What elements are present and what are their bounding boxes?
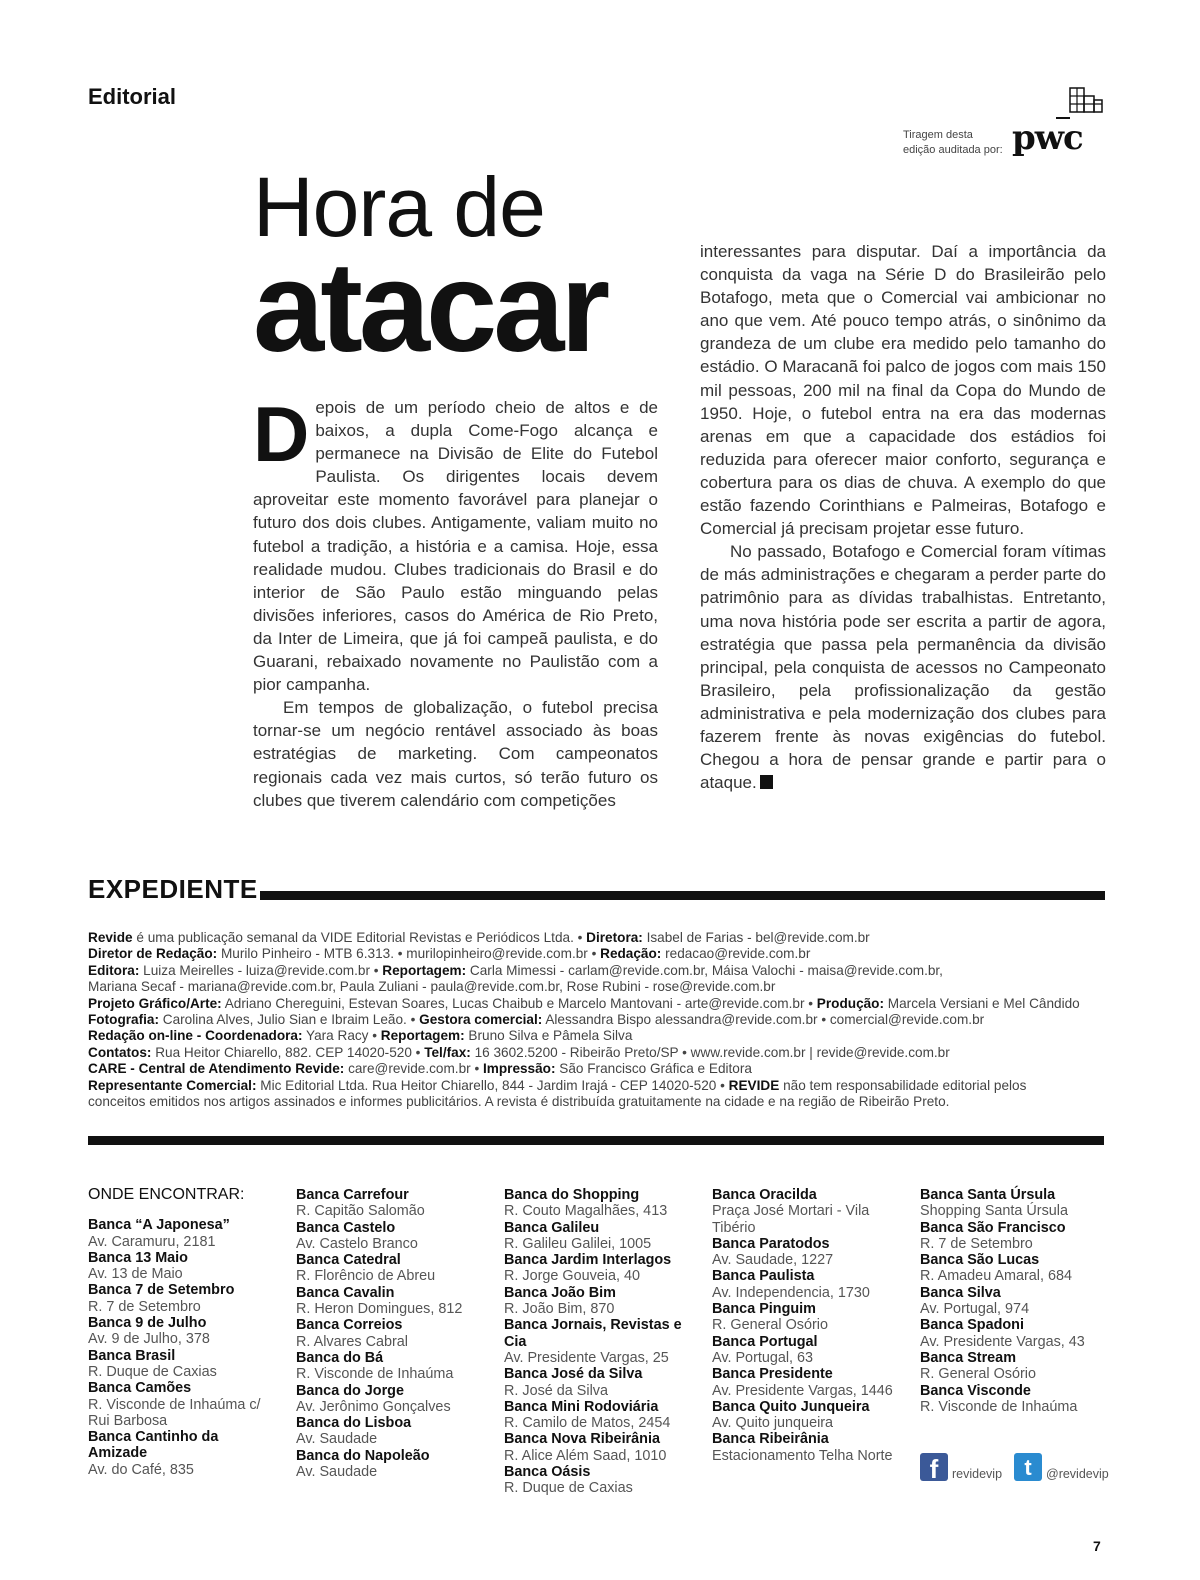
vendor-address: R. Galileu Galilei, 1005 — [504, 1235, 652, 1252]
vendor-item — [712, 1431, 912, 1464]
vendor-item — [920, 1187, 1120, 1220]
vendor-item — [504, 1317, 704, 1366]
vendor-address: Av. Jerônimo Gonçalves — [296, 1398, 451, 1415]
vendor-name: Banca do Lisboa — [296, 1415, 412, 1432]
social-links — [920, 1453, 1110, 1483]
article-column-left — [253, 390, 658, 812]
vendor-item — [88, 1348, 278, 1381]
expediente-line — [88, 930, 1108, 946]
page-number: 7 — [1093, 1538, 1101, 1554]
article-paragraph-2: Em tempos de globalização, o futebol precisa tornar-se um negócio rentável associado às boas estratégias de marketing. Com campeonatos regionais cada vez mais curtos, só terão futuro os clubes que tiverem calendário com competições — [253, 698, 658, 810]
vendor-name: Banca José da Silva — [504, 1366, 643, 1383]
vendor-item — [712, 1334, 912, 1367]
vendor-name: Banca Jardim Interlagos — [504, 1252, 672, 1269]
expediente-text: Alessandra Bispo alessandra@revide.com.br • comercial@revide.com.br — [542, 1012, 985, 1028]
expediente-label: Tel/fax: — [424, 1044, 471, 1060]
vendor-address: R. Couto Magalhães, 413 — [504, 1203, 668, 1220]
vendor-address: Av. Portugal, 974 — [920, 1301, 1030, 1318]
expediente-text: Yara Racy • — [302, 1028, 381, 1044]
vendor-name: Banca 9 de Julho — [88, 1315, 207, 1332]
vendor-address: R. Jorge Gouveia, 40 — [504, 1268, 640, 1285]
article-column-right — [700, 240, 1106, 794]
expediente-line — [88, 1028, 1108, 1044]
vendor-address: Av. Castelo Branco — [296, 1235, 418, 1252]
vendor-address: R. Duque de Caxias — [504, 1480, 633, 1497]
pwc-logo-text: pwc — [1012, 118, 1083, 158]
vendor-item — [296, 1383, 496, 1416]
expediente-text: Bruno Silva e Pâmela Silva — [464, 1028, 633, 1044]
end-mark-icon — [760, 775, 773, 789]
vendor-name: Banca João Bim — [504, 1284, 616, 1301]
vendor-item — [296, 1220, 496, 1253]
vendor-address: Av. Independencia, 1730 — [712, 1284, 870, 1301]
vendor-item — [504, 1252, 704, 1285]
vendor-name: Banca Paulista — [712, 1268, 815, 1285]
vendor-address: R. Florêncio de Abreu — [296, 1268, 436, 1285]
vendor-name: Banca Galileu — [504, 1219, 600, 1236]
expediente-label: Impressão: — [482, 1061, 556, 1077]
vendor-name: Banca Carrefour — [296, 1187, 409, 1203]
expediente-text: Isabel de Farias - bel@revide.com.br — [642, 930, 870, 945]
vendor-name: Banca São Lucas — [920, 1252, 1040, 1269]
article-paragraph-1-text: epois de um período cheio de altos e de baixos, a dupla Come-Fogo alcança e permanece na Divisão de Elite do Futebol Paulista. Os dirigentes locais devem aproveitar este momento favorável para planejar o futuro dos dois clubes. Antigamente, valiam muito no futebol a tradição, a história e a camisa. Hoje, essa realidade mudou. Clubes tradicionais do Brasil e do interior de São Paulo estão minguando pelas divisões inferiores, casos do América de Rio Preto, da Inter de Limeira, que já foi campeã paulista, e do Guarani, rebaixado novamente no Paulistão com a pior campanha. — [253, 398, 658, 695]
vendor-name: Banca Stream — [920, 1349, 1016, 1366]
expediente-text: Murilo Pinheiro - MTB 6.313. • murilopinheiro@revide.com.br • — [217, 946, 601, 962]
vendor-item — [920, 1383, 1120, 1416]
vendor-name: Banca Oásis — [504, 1464, 591, 1481]
audit-note: Tiragem desta edição auditada por: — [903, 129, 1003, 156]
vendor-address: Av. Presidente Vargas, 25 — [504, 1349, 669, 1366]
expediente-line — [88, 963, 1108, 979]
expediente-label: Diretor de Redação: — [88, 946, 218, 962]
expediente-line — [88, 946, 1108, 962]
facebook-handle[interactable]: revidevip — [952, 1467, 1003, 1481]
vendor-item — [504, 1431, 704, 1464]
vendor-address: Av. Quito junqueira — [712, 1415, 834, 1432]
expediente-line — [88, 979, 1108, 995]
vendor-item — [712, 1268, 912, 1301]
expediente-label: CARE - Central de Atendimento Revide: — [88, 1061, 345, 1077]
vendor-address: Shopping Santa Úrsula — [920, 1203, 1069, 1220]
vendor-name: Banca Paratodos — [712, 1235, 830, 1252]
vendor-name: Banca Nova Ribeirânia — [504, 1431, 660, 1448]
section-label: Editorial — [88, 84, 177, 109]
vendor-item — [920, 1220, 1120, 1253]
expediente-label: Reportagem: — [382, 962, 467, 978]
expediente-text: Luiza Meirelles - luiza@revide.com.br • — [139, 962, 383, 978]
vendor-address: Estacionamento Telha Norte — [712, 1447, 893, 1464]
vendor-item — [712, 1366, 912, 1399]
vendor-address: Av. 9 de Julho, 378 — [88, 1331, 210, 1348]
vendor-item — [920, 1350, 1120, 1383]
vendor-address: R. Visconde de Inhaúma — [920, 1398, 1078, 1415]
vendor-name: Banca Visconde — [920, 1382, 1031, 1399]
headline-line-1: Hora de — [253, 160, 545, 254]
vendor-address: Av. Presidente Vargas, 1446 — [712, 1382, 893, 1399]
vendor-address: Av. do Café, 835 — [88, 1461, 194, 1478]
expediente-line — [88, 1078, 1108, 1094]
vendor-address: R. Visconde de Inhaúma — [296, 1366, 454, 1383]
vendor-item — [88, 1282, 278, 1315]
section-divider — [88, 1136, 1104, 1145]
vendor-item — [88, 1315, 278, 1348]
vendor-item — [88, 1250, 278, 1283]
expediente-line — [88, 1061, 1108, 1077]
expediente-text: Adriano Chereguini, Estevan Soares, Lucas Chaibub e Marcelo Mantovani - arte@revide.com.br • — [221, 995, 817, 1011]
vendor-column-4 — [712, 1187, 912, 1464]
vendor-item — [296, 1415, 496, 1448]
vendor-item — [920, 1252, 1120, 1285]
vendor-address: Av. Presidente Vargas, 43 — [920, 1333, 1085, 1350]
article-paragraph-3: interessantes para disputar. Daí a importância da conquista da vaga na Série D do Brasileirão pelo Botafogo, meta que o Comercial vai ambicionar no ano que vem. Até pouco tempo atrás, o sinônimo da grandeza de um clube era medido pelo tamanho do estádio. O Maracanã foi palco de jogos com mais 150 mil pessoas, 200 mil na final da Copa do Mundo de 1950. Hoje, o futebol entra na era das modernas arenas em que a capacidade dos estádios foi reduzida para oferecer maior conforto, segurança e cobertura para os dias de chuva. A exemplo do que estão fazendo Corinthians e Palmeiras, Botafogo e Comercial já precisam projetar esse futuro. — [700, 242, 1106, 539]
vendor-address: Av. Saudade, 1227 — [712, 1252, 834, 1269]
vendor-item — [88, 1217, 278, 1250]
vendor-address: Av. Saudade — [296, 1464, 378, 1481]
vendor-name: Banca Pinguim — [712, 1301, 816, 1318]
vendor-name: Banca Portugal — [712, 1333, 818, 1350]
vendor-name: Banca Quito Junqueira — [712, 1398, 870, 1415]
vendor-item — [920, 1317, 1120, 1350]
expediente-line — [88, 1012, 1108, 1028]
vendor-name: Banca Cavalin — [296, 1284, 395, 1301]
expediente-label: Diretora: — [586, 930, 643, 945]
vendor-address: R. Alvares Cabral — [296, 1333, 408, 1350]
expediente-label: Fotografia: — [88, 1012, 159, 1028]
expediente-divider — [260, 891, 1105, 900]
expediente-text: não tem responsabilidade editorial pelos — [779, 1077, 1027, 1093]
vendor-column-3 — [504, 1187, 704, 1497]
expediente-label: Reportagem: — [380, 1028, 465, 1044]
expediente-label: Gestora comercial: — [419, 1012, 543, 1028]
vendor-item — [296, 1187, 496, 1220]
vendor-item — [296, 1285, 496, 1318]
vendor-item — [504, 1399, 704, 1432]
expediente-text: care@revide.com.br • — [344, 1061, 483, 1077]
vendor-address: R. Duque de Caxias — [88, 1363, 217, 1380]
twitter-handle[interactable]: @revidevip — [1046, 1467, 1109, 1481]
vendor-address: Praça José Mortari - Vila Tibério — [712, 1203, 870, 1236]
expediente-label: REVIDE — [728, 1077, 780, 1093]
vendor-name: Banca Camões — [88, 1380, 192, 1397]
vendor-address: R. Alice Além Saad, 1010 — [504, 1447, 667, 1464]
expediente-text: São Francisco Gráfica e Editora — [555, 1061, 752, 1077]
vendor-name: Banca 7 de Setembro — [88, 1282, 235, 1299]
expediente-label: Redação on-line - Coordenadora: — [88, 1028, 303, 1044]
vendor-address: Av. 13 de Maio — [88, 1266, 183, 1283]
drop-cap: D — [253, 390, 310, 478]
vendor-name: Banca São Francisco — [920, 1219, 1066, 1236]
vendor-item — [712, 1301, 912, 1334]
vendor-item — [88, 1429, 278, 1478]
expediente-line — [88, 996, 1108, 1012]
pwc-logo — [1008, 86, 1108, 166]
vendor-address: R. Capitão Salomão — [296, 1203, 425, 1220]
vendor-name: Banca Jornais, Revistas e Cia — [504, 1317, 682, 1350]
vendor-item — [712, 1236, 912, 1269]
vendor-name: Banca Catedral — [296, 1252, 401, 1269]
vendor-item — [504, 1220, 704, 1253]
expediente-text: Carolina Alves, Julio Sian e Ibraim Leão. • — [158, 1012, 420, 1028]
vendor-address: Av. Saudade — [296, 1431, 378, 1448]
expediente-label: Representante Comercial: — [88, 1077, 257, 1093]
vendor-name: Banca Silva — [920, 1284, 1001, 1301]
vendor-name: Banca 13 Maio — [88, 1249, 188, 1266]
vendor-name: Banca do Jorge — [296, 1382, 404, 1399]
expediente-label: Revide — [88, 930, 133, 945]
expediente-text: Marcela Versiani e Mel Cândido — [884, 995, 1080, 1011]
vendor-address: R. General Osório — [712, 1317, 828, 1334]
vendor-item — [504, 1366, 704, 1399]
vendor-address: R. Camilo de Matos, 2454 — [504, 1415, 671, 1432]
article-paragraph-4 — [700, 540, 1106, 794]
vendor-item — [504, 1464, 704, 1497]
expediente-line — [88, 1045, 1108, 1061]
expediente-credits — [88, 930, 1108, 1110]
vendor-item — [504, 1187, 704, 1220]
vendor-name: Banca Santa Úrsula — [920, 1187, 1056, 1203]
vendor-item — [504, 1285, 704, 1318]
onde-encontrar-title: ONDE ENCONTRAR: — [88, 1186, 245, 1203]
vendor-name: Banca Mini Rodoviária — [504, 1398, 659, 1415]
vendor-item — [712, 1399, 912, 1432]
vendor-column-1 — [88, 1187, 278, 1478]
vendor-name: Banca Ribeirânia — [712, 1431, 829, 1448]
headline-line-2: atacar — [253, 236, 607, 379]
vendor-name: Banca Oracilda — [712, 1187, 817, 1203]
vendor-item — [920, 1285, 1120, 1318]
vendor-name: Banca Presidente — [712, 1366, 833, 1383]
vendor-address: Av. Caramuru, 2181 — [88, 1233, 216, 1250]
vendor-name: Banca do Shopping — [504, 1187, 640, 1203]
expediente-label: Projeto Gráfico/Arte: — [88, 995, 222, 1011]
vendor-item — [296, 1317, 496, 1350]
vendor-address: R. 7 de Setembro — [88, 1298, 201, 1315]
expediente-label: Produção: — [816, 995, 885, 1011]
expediente-text: 16 3602.5200 - Ribeirão Preto/SP • www.revide.com.br | revide@revide.com.br — [470, 1044, 950, 1060]
expediente-line — [88, 1094, 1108, 1110]
article-paragraph-4-text: No passado, Botafogo e Comercial foram vítimas de más administrações e chegaram a perder parte do patrimônio para as dívidas trabalhistas. Entretanto, uma nova história pode ser escrita a partir de agora, estratégia que passa pela permanência da divisão principal, pela conquista de acessos no Campeonato Brasileiro, pela profissionalização da gestão administrativa e pela modernização dos clubes para fazerem frente às novas exigências do futebol. Chegou a hora de pensar grande e partir para o ataque. — [700, 542, 1106, 793]
vendor-address: R. João Bim, 870 — [504, 1301, 615, 1318]
expediente-label: Editora: — [88, 962, 140, 978]
vendor-item — [296, 1350, 496, 1383]
vendor-item — [296, 1252, 496, 1285]
expediente-text: Mic Editorial Ltda. Rua Heitor Chiarello, 844 - Jardim Irajá - CEP 14020-520 • — [256, 1077, 729, 1093]
expediente-text: Carla Mimessi - carlam@revide.com.br, Máisa Valochi - maisa@revide.com.br, — [466, 962, 943, 978]
expediente-text: é uma publicação semanal da VIDE Editorial Revistas e Periódicos Ltda. • — [132, 930, 587, 945]
vendor-item — [712, 1187, 912, 1236]
expediente-label: Redação: — [600, 946, 662, 962]
expediente-text: Mariana Secaf - mariana@revide.com.br, Paula Zuliani - paula@revide.com.br, Rose Rubini - rose@revide.com.br — [88, 979, 776, 995]
vendor-address: R. 7 de Setembro — [920, 1235, 1033, 1252]
vendor-address: Av. Portugal, 63 — [712, 1349, 814, 1366]
expediente-text: Rua Heitor Chiarello, 882. CEP 14020-520 • — [151, 1044, 425, 1060]
vendor-address: R. Visconde de Inhaúma c/ Rui Barbosa — [88, 1396, 261, 1429]
vendor-address: R. José da Silva — [504, 1382, 608, 1399]
expediente-text: conceitos emitidos nos artigos assinados e informes publicitários. A revista é distribuída gratuitamente na cidade e na região de Ribeirão Preto. — [88, 1094, 950, 1110]
twitter-icon[interactable]: t — [1014, 1453, 1042, 1481]
expediente-text: redacao@revide.com.br — [661, 946, 811, 962]
expediente-label: Contatos: — [88, 1044, 152, 1060]
vendor-item — [88, 1380, 278, 1429]
vendor-name: Banca Spadoni — [920, 1317, 1024, 1334]
vendor-column-2 — [296, 1187, 496, 1480]
vendor-name: Banca do Bá — [296, 1349, 384, 1366]
vendor-column-5 — [920, 1187, 1120, 1415]
facebook-icon[interactable]: f — [920, 1453, 948, 1481]
article-paragraph-1 — [253, 390, 658, 696]
expediente-title: EXPEDIENTE — [88, 874, 258, 904]
vendor-name: Banca Correios — [296, 1317, 403, 1334]
vendor-name: Banca Castelo — [296, 1219, 396, 1236]
vendor-name: Banca Brasil — [88, 1347, 176, 1364]
vendor-name: Banca Cantinho da Amizade — [88, 1429, 219, 1462]
vendor-address: R. Heron Domingues, 812 — [296, 1301, 463, 1318]
vendor-item — [296, 1448, 496, 1481]
vendor-address: R. Amadeu Amaral, 684 — [920, 1268, 1072, 1285]
vendor-name: Banca do Napoleão — [296, 1447, 430, 1464]
vendor-name: Banca “A Japonesa” — [88, 1217, 230, 1234]
vendor-address: R. General Osório — [920, 1366, 1036, 1383]
